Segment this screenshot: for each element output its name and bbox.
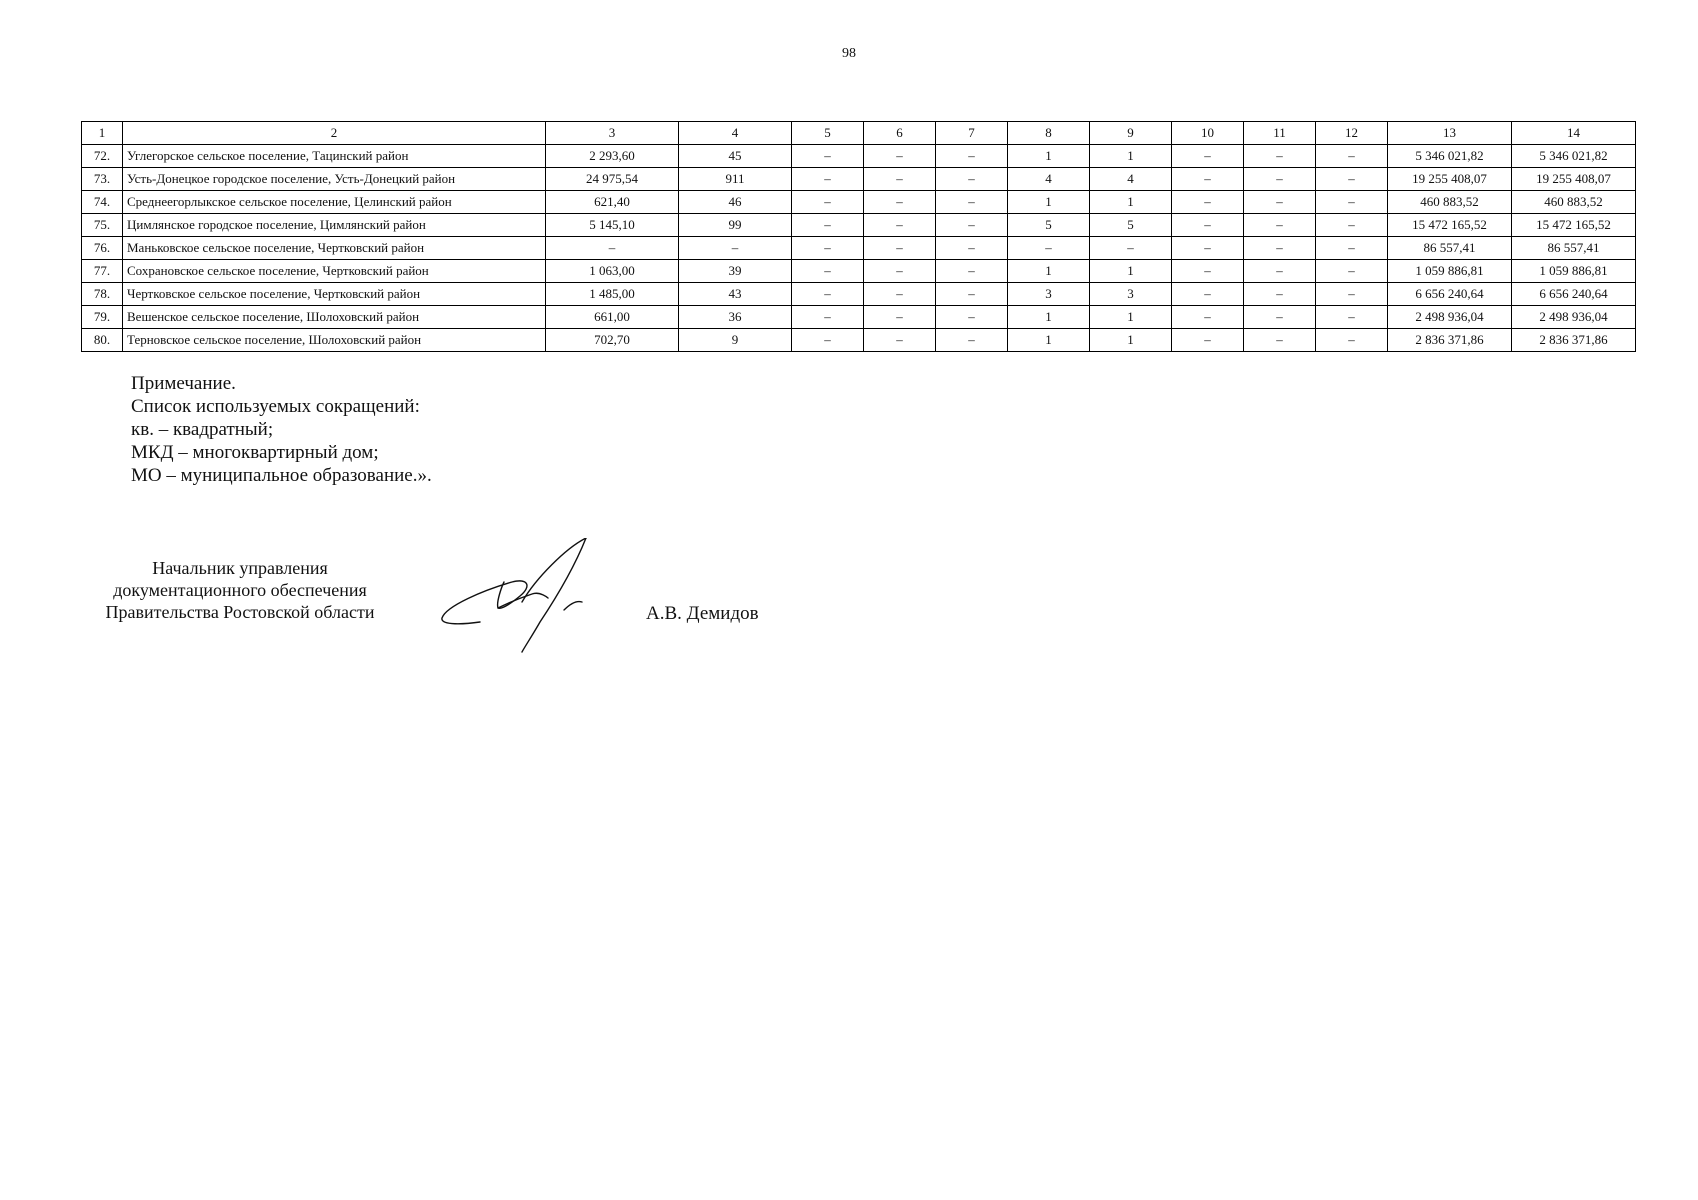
table-cell: – (936, 283, 1008, 306)
table-cell: 1 (1090, 191, 1172, 214)
table-cell: – (792, 168, 864, 191)
table-cell: – (1244, 237, 1316, 260)
table-cell: 1 (1008, 191, 1090, 214)
table-cell: – (792, 283, 864, 306)
settlement-name: Вешенское сельское поселение, Шолоховский район (123, 306, 546, 329)
column-header: 8 (1008, 122, 1090, 145)
table-cell: – (864, 283, 936, 306)
table-cell: – (1172, 329, 1244, 352)
table-cell: – (1008, 237, 1090, 260)
table-cell: – (792, 214, 864, 237)
row-number: 76. (82, 237, 123, 260)
table-cell: – (1244, 283, 1316, 306)
table-cell: 2 836 371,86 (1512, 329, 1636, 352)
table-cell: – (936, 260, 1008, 283)
table-cell: 1 (1090, 329, 1172, 352)
settlement-name: Цимлянское городское поселение, Цимлянский район (123, 214, 546, 237)
column-header: 13 (1388, 122, 1512, 145)
table-cell: – (1172, 214, 1244, 237)
table-cell: 1 485,00 (546, 283, 679, 306)
table-cell: – (936, 168, 1008, 191)
column-header: 12 (1316, 122, 1388, 145)
row-number: 75. (82, 214, 123, 237)
table-row (82, 260, 1636, 283)
table-cell: 4 (1090, 168, 1172, 191)
table-cell: – (936, 306, 1008, 329)
column-header: 11 (1244, 122, 1316, 145)
settlement-name: Чертковское сельское поселение, Чертковский район (123, 283, 546, 306)
table-cell: – (1244, 168, 1316, 191)
table-cell: 2 498 936,04 (1512, 306, 1636, 329)
settlement-name: Маньковское сельское поселение, Чертковский район (123, 237, 546, 260)
table-cell: 24 975,54 (546, 168, 679, 191)
table-cell: – (792, 329, 864, 352)
table-cell: – (1172, 260, 1244, 283)
table-cell: – (1172, 191, 1244, 214)
table-cell: 1 (1090, 260, 1172, 283)
table-cell: – (1172, 145, 1244, 168)
table-cell: 2 836 371,86 (1388, 329, 1512, 352)
column-header: 7 (936, 122, 1008, 145)
table-cell: – (864, 329, 936, 352)
table-cell: 1 063,00 (546, 260, 679, 283)
position-line: Правительства Ростовской области (105, 602, 375, 622)
table-body (82, 145, 1636, 352)
table-cell: – (1316, 283, 1388, 306)
table-cell: 5 346 021,82 (1512, 145, 1636, 168)
table-cell: 15 472 165,52 (1388, 214, 1512, 237)
column-header: 4 (679, 122, 792, 145)
table-cell: – (936, 191, 1008, 214)
table-cell: – (1172, 283, 1244, 306)
column-header: 9 (1090, 122, 1172, 145)
table-cell: – (1316, 260, 1388, 283)
table-cell: 86 557,41 (1512, 237, 1636, 260)
table-cell: 1 059 886,81 (1388, 260, 1512, 283)
table-cell: – (864, 145, 936, 168)
table-cell: 6 656 240,64 (1388, 283, 1512, 306)
page-number: 98 (842, 46, 856, 61)
settlement-name: Сохрановское сельское поселение, Чертковский район (123, 260, 546, 283)
table-cell: – (936, 214, 1008, 237)
table-cell: 2 498 936,04 (1388, 306, 1512, 329)
table-cell: 9 (679, 329, 792, 352)
table-cell: – (792, 237, 864, 260)
column-header: 2 (123, 122, 546, 145)
row-number: 72. (82, 145, 123, 168)
table-cell: – (1172, 237, 1244, 260)
table-cell: 911 (679, 168, 792, 191)
table-cell: – (1244, 260, 1316, 283)
table-cell: – (1244, 214, 1316, 237)
row-number: 74. (82, 191, 123, 214)
row-number: 73. (82, 168, 123, 191)
position-line: документационного обеспечения (113, 580, 367, 600)
table-cell: – (1316, 191, 1388, 214)
table-cell: 3 (1090, 283, 1172, 306)
table-cell: 1 059 886,81 (1512, 260, 1636, 283)
column-header: 5 (792, 122, 864, 145)
table-cell: – (1172, 168, 1244, 191)
table-cell: 1 (1008, 306, 1090, 329)
table-cell: 702,70 (546, 329, 679, 352)
table-row (82, 329, 1636, 352)
table-cell: 43 (679, 283, 792, 306)
column-header: 6 (864, 122, 936, 145)
table-cell: – (1316, 168, 1388, 191)
table-cell: 36 (679, 306, 792, 329)
table-cell: 86 557,41 (1388, 237, 1512, 260)
note-line: Список используемых сокращений: (131, 396, 420, 417)
table-cell: 99 (679, 214, 792, 237)
table-row (82, 214, 1636, 237)
table-cell: 5 (1008, 214, 1090, 237)
column-header: 3 (546, 122, 679, 145)
note-block (131, 372, 432, 487)
table-cell: – (1316, 329, 1388, 352)
table-cell: – (936, 145, 1008, 168)
table-cell: 39 (679, 260, 792, 283)
table-cell: 460 883,52 (1512, 191, 1636, 214)
table-cell: – (936, 237, 1008, 260)
note-line: МО – муниципальное образование.». (131, 465, 432, 486)
table-cell: 1 (1008, 260, 1090, 283)
row-number: 78. (82, 283, 123, 306)
column-header: 1 (82, 122, 123, 145)
table-cell: – (792, 145, 864, 168)
table-row (82, 283, 1636, 306)
table-cell: 621,40 (546, 191, 679, 214)
table-row (82, 145, 1636, 168)
table-cell: – (546, 237, 679, 260)
header-row (82, 122, 1636, 145)
table-cell: 5 145,10 (546, 214, 679, 237)
table-cell: – (864, 191, 936, 214)
column-header: 14 (1512, 122, 1636, 145)
table-cell: – (864, 214, 936, 237)
table-cell: 1 (1090, 306, 1172, 329)
table-cell: 45 (679, 145, 792, 168)
table-cell: – (679, 237, 792, 260)
table-cell: 460 883,52 (1388, 191, 1512, 214)
note-title: Примечание. (131, 373, 236, 394)
table-cell: 5 346 021,82 (1388, 145, 1512, 168)
table-cell: 2 293,60 (546, 145, 679, 168)
table-row (82, 306, 1636, 329)
table-cell: 46 (679, 191, 792, 214)
table-cell: 1 (1090, 145, 1172, 168)
signatory-position (80, 557, 400, 623)
table-cell: – (1244, 145, 1316, 168)
table-cell: 4 (1008, 168, 1090, 191)
row-number: 77. (82, 260, 123, 283)
table-cell: 5 (1090, 214, 1172, 237)
table-cell: 3 (1008, 283, 1090, 306)
table-cell: 19 255 408,07 (1388, 168, 1512, 191)
settlement-name: Терновское сельское поселение, Шолоховский район (123, 329, 546, 352)
table-cell: – (864, 168, 936, 191)
position-line: Начальник управления (152, 558, 328, 578)
table-cell: – (936, 329, 1008, 352)
signatory-name: А.В. Демидов (646, 603, 759, 624)
column-header: 10 (1172, 122, 1244, 145)
settlements-table (81, 121, 1636, 352)
table-row (82, 168, 1636, 191)
table-cell: – (1316, 214, 1388, 237)
table-cell: 661,00 (546, 306, 679, 329)
table-cell: – (792, 260, 864, 283)
table-cell: 19 255 408,07 (1512, 168, 1636, 191)
table-cell: – (792, 306, 864, 329)
table-cell: 6 656 240,64 (1512, 283, 1636, 306)
table-cell: – (864, 260, 936, 283)
table-cell: – (1172, 306, 1244, 329)
table-row (82, 237, 1636, 260)
row-number: 80. (82, 329, 123, 352)
table-cell: – (792, 191, 864, 214)
table-cell: – (1316, 237, 1388, 260)
table-cell: 1 (1008, 329, 1090, 352)
table-cell: – (864, 237, 936, 260)
settlement-name: Среднеегорлыкское сельское поселение, Целинский район (123, 191, 546, 214)
table-cell: – (1244, 329, 1316, 352)
note-line: кв. – квадратный; (131, 419, 274, 440)
table-cell: 1 (1008, 145, 1090, 168)
table-cell: – (1090, 237, 1172, 260)
row-number: 79. (82, 306, 123, 329)
table-cell: – (1316, 306, 1388, 329)
table-cell: – (1316, 145, 1388, 168)
table-header (82, 122, 1636, 145)
settlement-name: Углегорское сельское поселение, Тацинский район (123, 145, 546, 168)
table-cell: – (864, 306, 936, 329)
table-cell: 15 472 165,52 (1512, 214, 1636, 237)
note-line: МКД – многоквартирный дом; (131, 442, 379, 463)
table-cell: – (1244, 191, 1316, 214)
settlement-name: Усть-Донецкое городское поселение, Усть-Донецкий район (123, 168, 546, 191)
table-row (82, 191, 1636, 214)
handwritten-signature (436, 538, 616, 653)
table-cell: – (1244, 306, 1316, 329)
